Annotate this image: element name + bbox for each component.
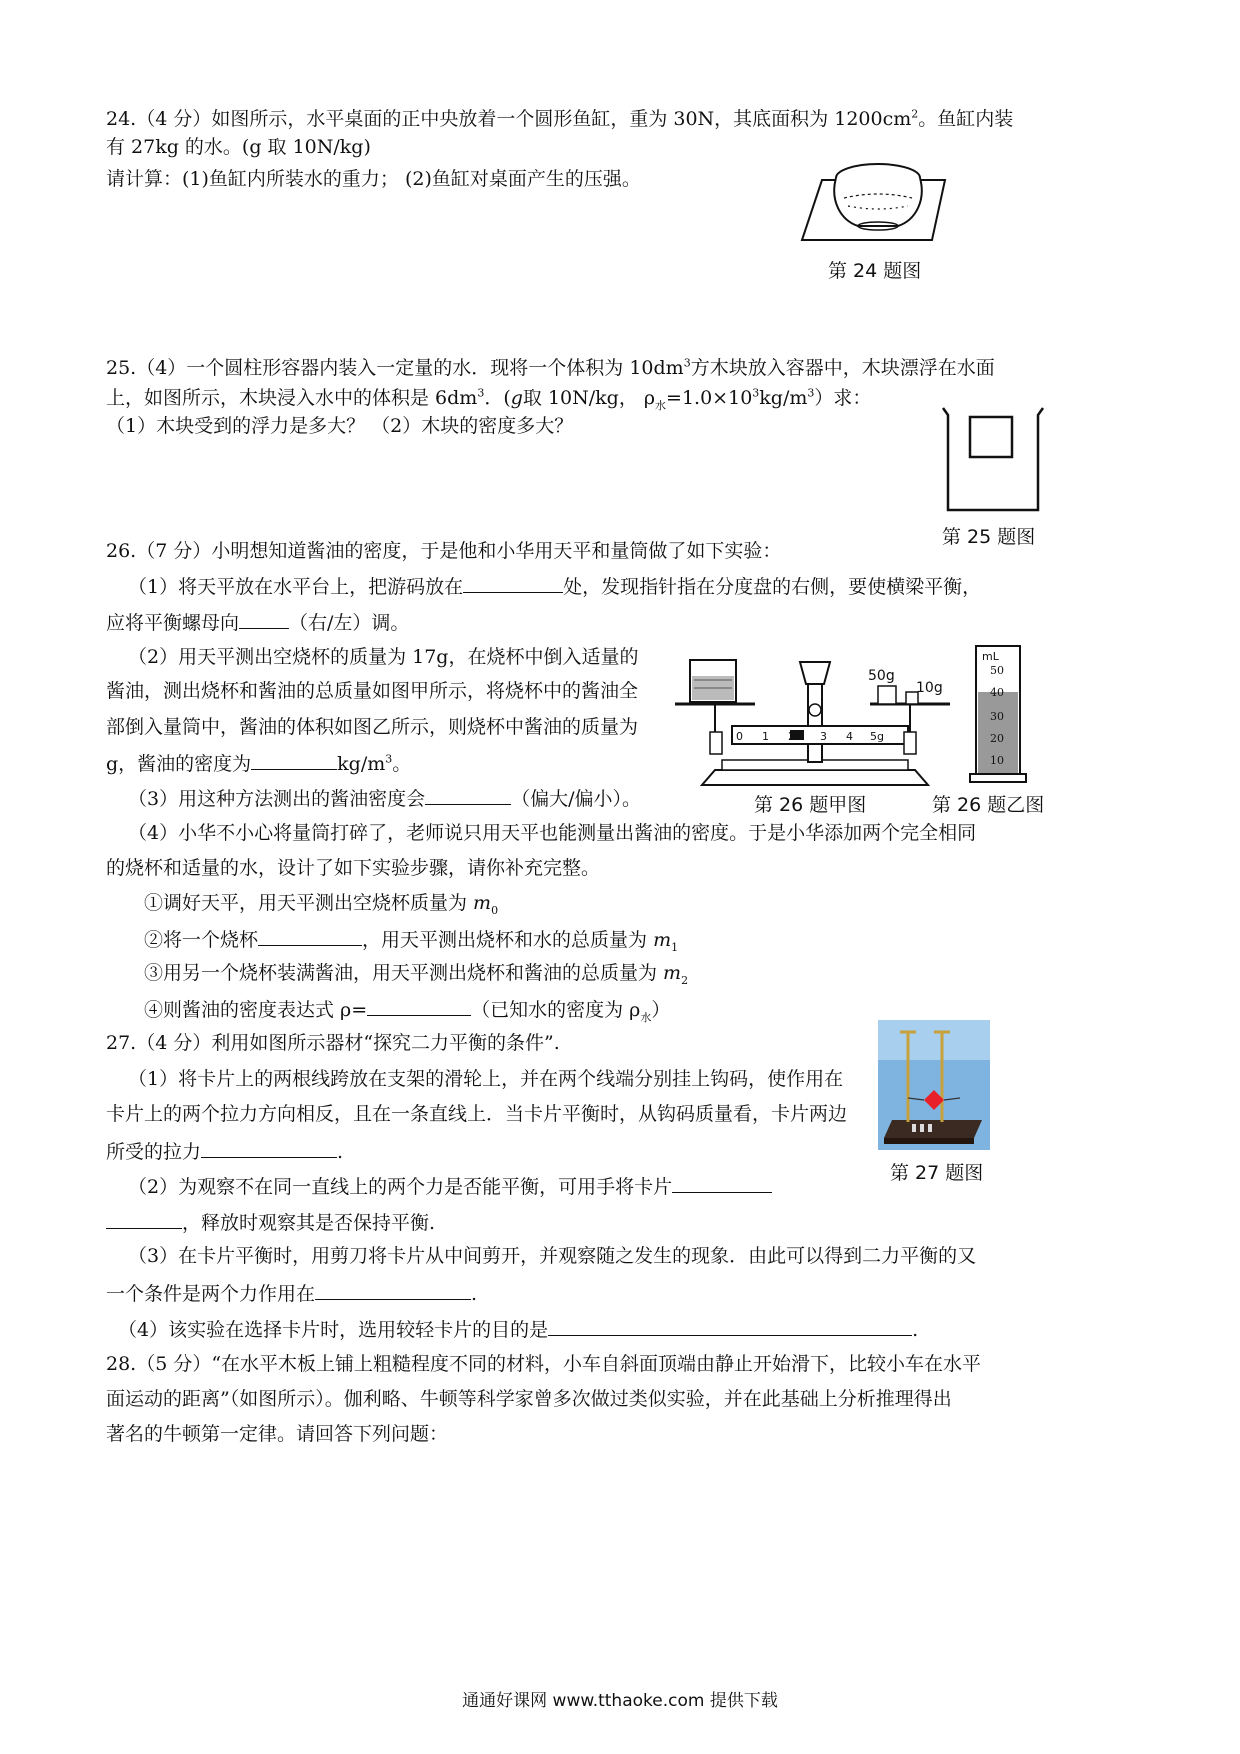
q26-line5: 酱油，测出烧杯和酱油的总质量如图甲所示，将烧杯中的酱油全 bbox=[106, 680, 639, 702]
fish-tank-figure bbox=[800, 140, 950, 245]
cyl-tick-40: 40 bbox=[990, 686, 1004, 699]
scale-num-5: 5g bbox=[870, 730, 884, 743]
q26-line3: 应将平衡螺母向 （右/左）调。 bbox=[106, 612, 410, 634]
q26-blank-5[interactable] bbox=[258, 927, 362, 946]
q26-blank-3[interactable] bbox=[251, 751, 337, 770]
q26-line10: 的烧杯和适量的水，设计了如下实验步骤，请你补充完整。 bbox=[106, 857, 601, 879]
q28-line2: 面运动的距离”（如图所示）。伽利略、牛顿等科学家曾多次做过类似实验，并在此基础上分析推理得出 bbox=[106, 1388, 952, 1410]
q27-blank-1[interactable] bbox=[201, 1139, 337, 1158]
cyl-tick-50: 50 bbox=[990, 664, 1004, 677]
scale-num-0: 0 bbox=[736, 730, 743, 743]
q24-caption: 第 24 题图 bbox=[828, 260, 922, 282]
q27-blank-2[interactable] bbox=[672, 1174, 772, 1193]
q24-line3: 请计算：(1)鱼缸内所装水的重力； (2)鱼缸对桌面产生的压强。 bbox=[106, 168, 641, 190]
q27-line6: ，释放时观察其是否保持平衡. bbox=[106, 1210, 435, 1234]
q26-step1: ①调好天平，用天平测出空烧杯质量为 $m_0$ bbox=[144, 892, 499, 917]
page-footer: 通通好课网 www.tthaoke.com 提供下载 bbox=[462, 1691, 778, 1711]
q27-line5: （2）为观察不在同一直线上的两个力是否能平衡，可用手将卡片 bbox=[128, 1174, 772, 1198]
q26-blank-1[interactable] bbox=[463, 574, 563, 593]
q26-line2: （1）将天平放在水平台上，把游码放在 处，发现指针指在分度盘的右侧，要使横梁平衡， bbox=[128, 576, 982, 598]
q25-line2: 上，如图所示，木块浸入水中的体积是 $6dm^3$．(g取 10N/kg， $\rho_水=1.0\times 10^3kg/m^3$）求： bbox=[106, 386, 872, 412]
q26-caption-b: 第 26 题乙图 bbox=[932, 794, 1045, 816]
q26-step3: ③用另一个烧杯装满酱油，用天平测出烧杯和酱油的总质量为 $m_2$ bbox=[144, 962, 689, 987]
q26-line1: 26.（7 分）小明想知道酱油的密度，于是他和小华用天平和量筒做了如下实验： bbox=[106, 540, 782, 562]
q27-blank-5[interactable] bbox=[548, 1317, 912, 1336]
weight-50g-label: 50g bbox=[868, 668, 895, 684]
q27-line4: 所受的拉力 . bbox=[106, 1141, 344, 1163]
q26-step2: ②将一个烧杯 ，用天平测出烧杯和水的总质量为 $m_1$ bbox=[144, 929, 679, 954]
container-figure bbox=[940, 405, 1046, 513]
q26-blank-4[interactable] bbox=[425, 786, 511, 805]
two-force-balance-figure bbox=[878, 1020, 990, 1150]
scale-num-2: 2 bbox=[788, 730, 795, 743]
q26-blank-2[interactable] bbox=[239, 610, 289, 629]
q25-line1: 25.（4）一个圆柱形容器内装入一定量的水．现将一个体积为 $10dm^3$方木块放入容器中，木块漂浮在水面 bbox=[106, 356, 995, 379]
q27-line7: （3）在卡片平衡时，用剪刀将卡片从中间剪开，并观察随之发生的现象．由此可以得到二力平衡的又 bbox=[128, 1245, 977, 1267]
q24-line1: 24.（4 分）如图所示，水平桌面的正中央放着一个圆形鱼缸，重为 30N，其底面积为 $1200cm^2$。鱼缸内装 bbox=[106, 107, 1014, 130]
q27-line3: 卡片上的两个拉力方向相反，且在一条直线上．当卡片平衡时，从钩码质量看，卡片两边 bbox=[106, 1103, 848, 1125]
measuring-cylinder-figure bbox=[966, 640, 1030, 785]
q26-blank-6[interactable] bbox=[367, 997, 471, 1016]
weight-10g-label: 10g bbox=[916, 680, 943, 696]
cyl-tick-20: 20 bbox=[990, 732, 1004, 745]
q27-line1: 27.（4 分）利用如图所示器材“探究二力平衡的条件”. bbox=[106, 1032, 560, 1054]
q27-blank-3[interactable] bbox=[106, 1210, 182, 1229]
scale-num-1: 1 bbox=[762, 730, 769, 743]
q27-line8: 一个条件是两个力作用在 . bbox=[106, 1283, 478, 1305]
q27-caption: 第 27 题图 bbox=[890, 1162, 984, 1184]
scale-num-3: 3 bbox=[820, 730, 827, 743]
q26-caption-a: 第 26 题甲图 bbox=[754, 794, 867, 816]
q25-line3: （1）木块受到的浮力是多大？ （2）木块的密度多大？ bbox=[106, 415, 574, 437]
q26-line8: （3）用这种方法测出的酱油密度会 （偏大/偏小）。 bbox=[128, 788, 641, 810]
q24-line2: 有 27kg 的水。(g 取 10N/kg) bbox=[106, 136, 371, 158]
q26-line4: （2）用天平测出空烧杯的质量为 17g，在烧杯中倒入适量的 bbox=[128, 646, 639, 668]
q28-line3: 著名的牛顿第一定律。请回答下列问题： bbox=[106, 1423, 449, 1445]
cyl-tick-30: 30 bbox=[990, 710, 1004, 723]
q26-line7: g，酱油的密度为 $kg/m^3$。 bbox=[106, 752, 412, 775]
q27-blank-4[interactable] bbox=[315, 1281, 471, 1300]
balance-scale-figure bbox=[670, 640, 960, 790]
q25-caption: 第 25 题图 bbox=[942, 526, 1036, 548]
q27-line9: （4）该实验在选择卡片时，选用较轻卡片的目的是 . bbox=[118, 1319, 919, 1341]
q26-step4: ④则酱油的密度表达式 ρ= （已知水的密度为 $\rho_水$） bbox=[144, 999, 671, 1024]
q28-line1: 28.（5 分）“在水平木板上铺上粗糙程度不同的材料，小车自斜面顶端由静止开始滑下，比较小车在水平 bbox=[106, 1353, 982, 1375]
cylinder-unit: mL bbox=[982, 650, 999, 663]
q26-line6: 部倒入量筒中，酱油的体积如图乙所示，则烧杯中酱油的质量为 bbox=[106, 716, 639, 738]
q27-line2: （1）将卡片上的两根线跨放在支架的滑轮上，并在两个线端分别挂上钩码，使作用在 bbox=[128, 1068, 844, 1090]
q26-line9: （4）小华不小心将量筒打碎了，老师说只用天平也能测量出酱油的密度。于是小华添加两个完全相同 bbox=[128, 822, 977, 844]
scale-num-4: 4 bbox=[846, 730, 853, 743]
cyl-tick-10: 10 bbox=[990, 754, 1004, 767]
